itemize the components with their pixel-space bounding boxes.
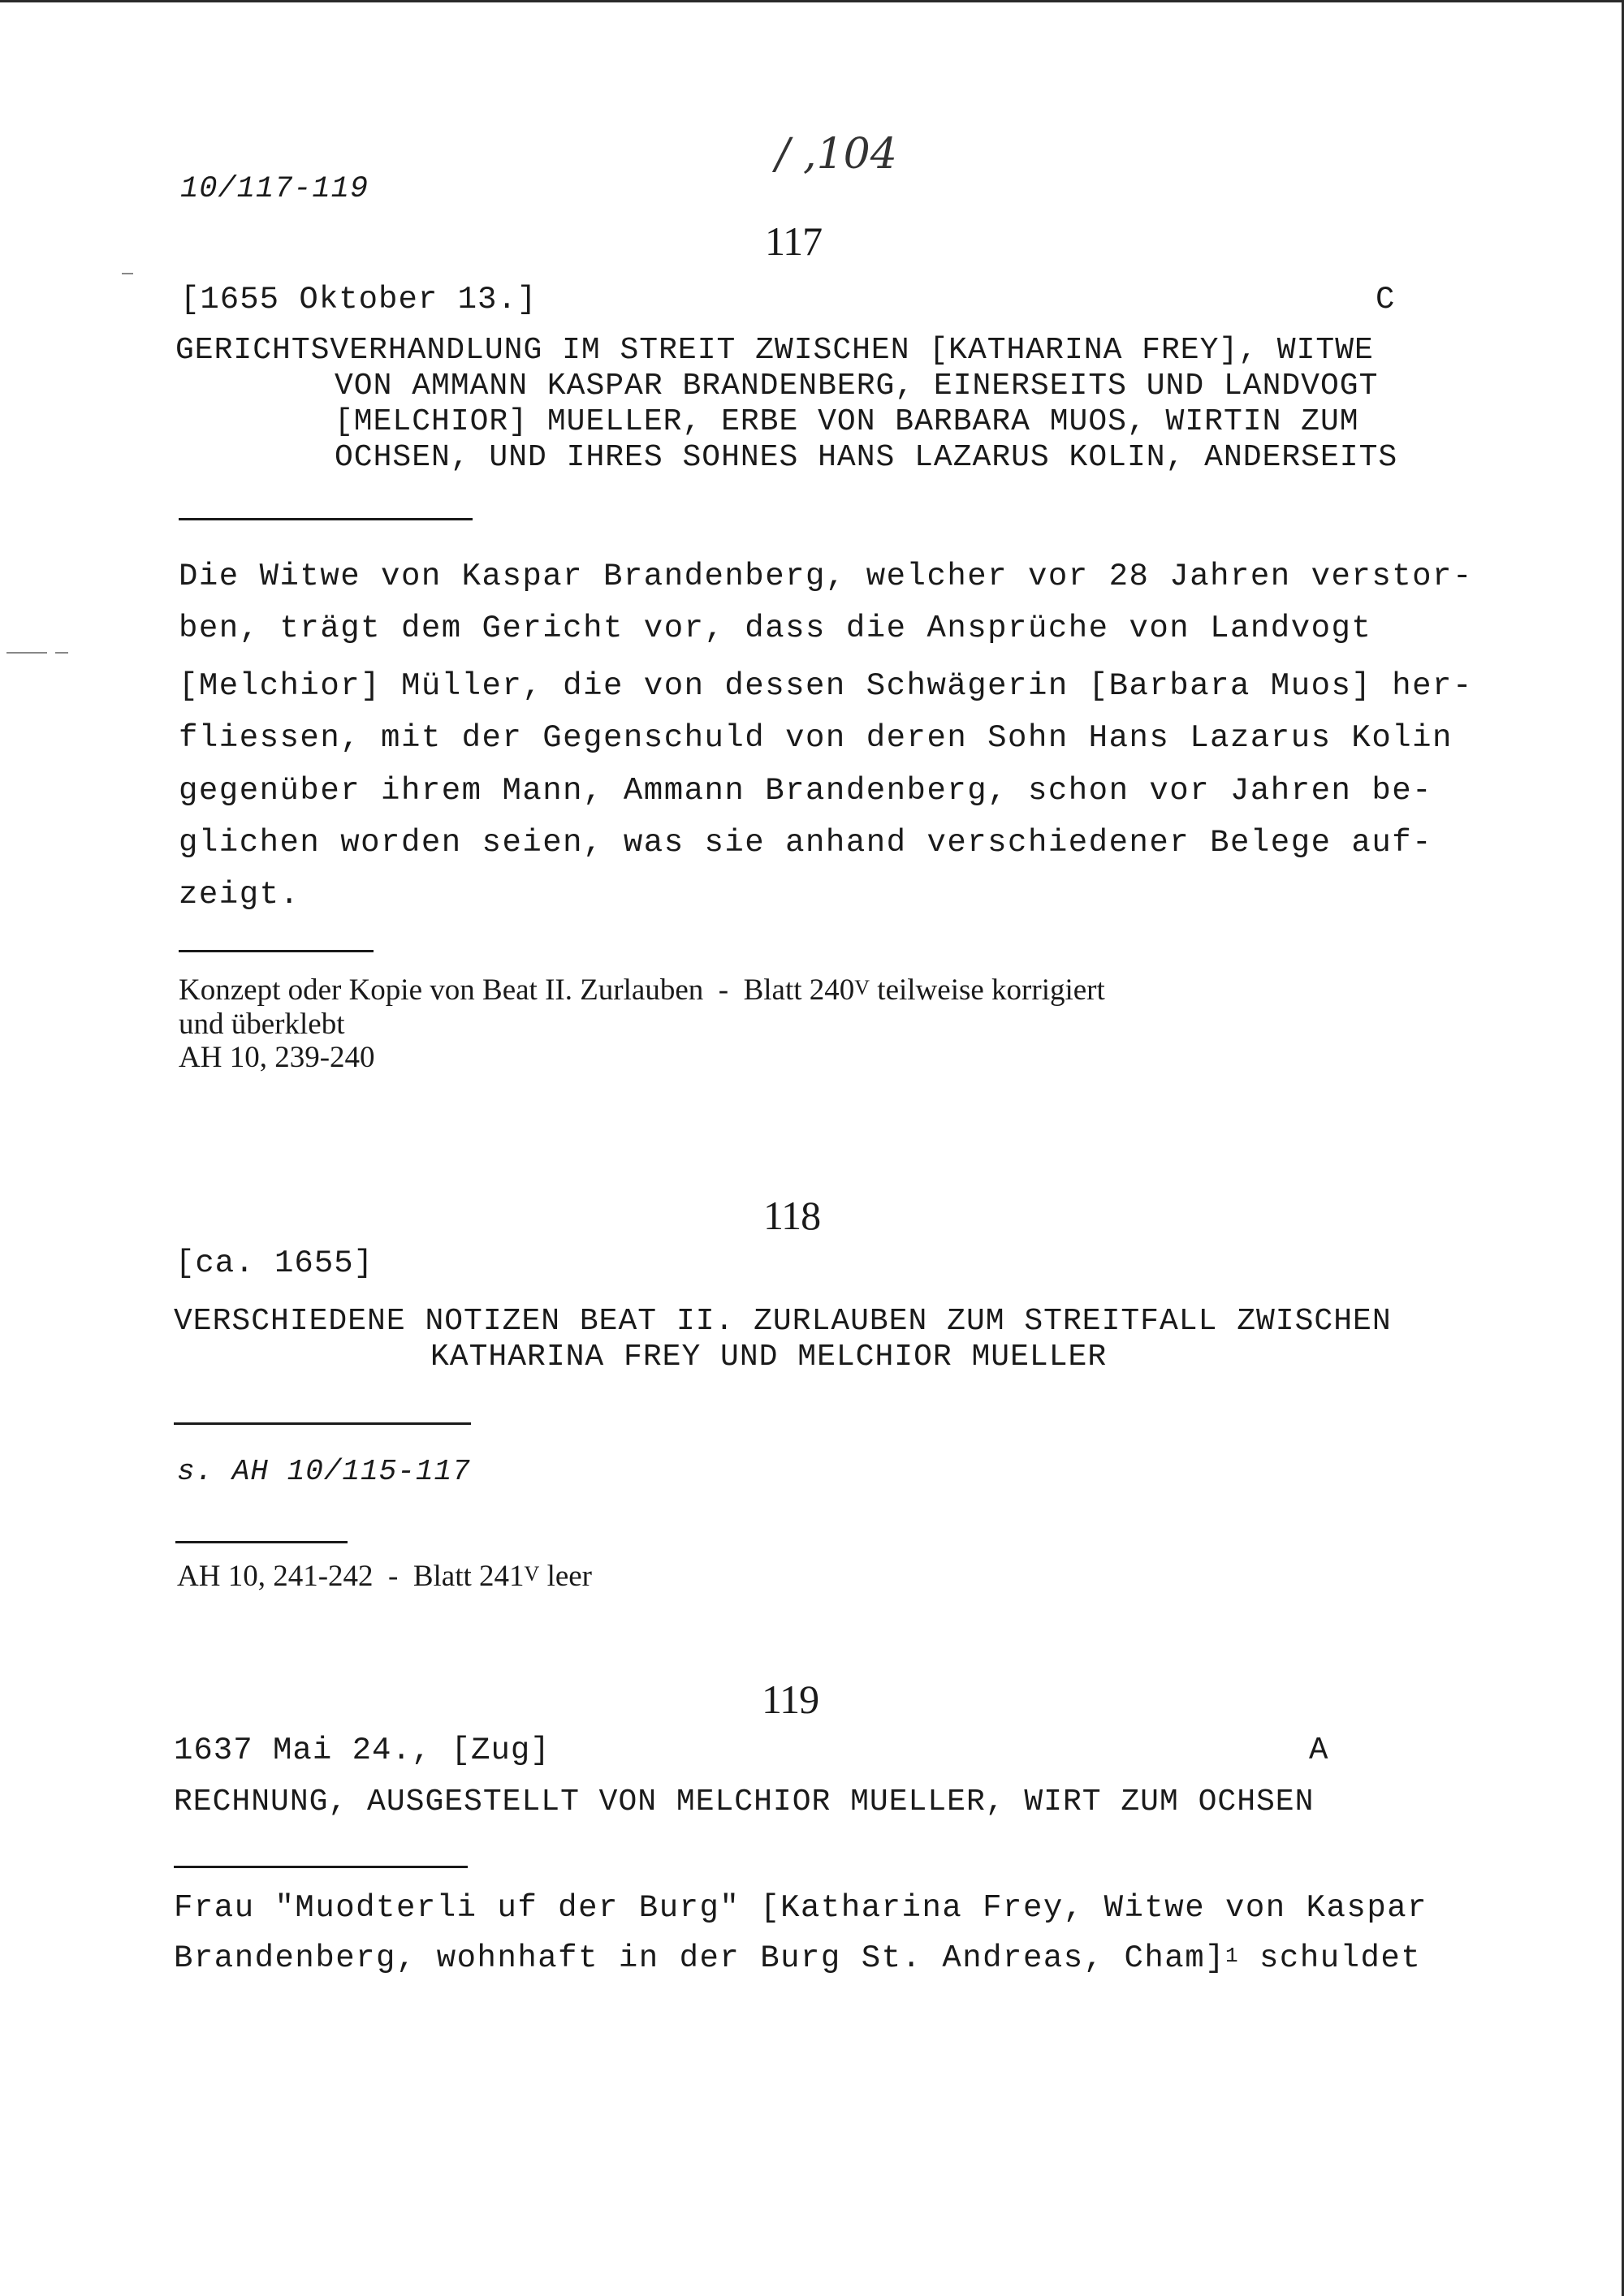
entry-117-title-line: [MELCHIOR] MUELLER, ERBE VON BARBARA MUOS, WIRTIN ZUM	[335, 404, 1359, 439]
entry-117-body-line: gegenüber ihrem Mann, Ammann Brandenberg, schon vor Jahren be-	[179, 773, 1433, 809]
margin-mark	[122, 273, 133, 274]
entry-number-118: 118	[763, 1193, 821, 1238]
entry-117-date: [1655 Oktober 13.]	[180, 282, 538, 317]
archive-reference: 10/117-119	[180, 172, 369, 206]
entry-117-archive-ref: AH 10, 239-240	[179, 1041, 375, 1074]
entry-117-mark: C	[1376, 282, 1396, 317]
handwritten-folio-number: / ,104	[775, 130, 897, 179]
entry-119-title: RECHNUNG, AUSGESTELLT VON MELCHIOR MUELLER, WIRT ZUM OCHSEN	[174, 1785, 1315, 1819]
entry-118-date: [ca. 1655]	[175, 1245, 374, 1281]
entry-117-body-line: Die Witwe von Kaspar Brandenberg, welcher vor 28 Jahren verstor-	[179, 559, 1473, 594]
section-rule	[174, 1422, 471, 1425]
entry-119-mark: A	[1309, 1733, 1329, 1768]
entry-117-title-line: GERICHTSVERHANDLUNG IM STREIT ZWISCHEN [KATHARINA FREY], WITWE	[175, 333, 1374, 368]
entry-118-cross-reference: s. AH 10/115-117	[177, 1455, 471, 1488]
section-rule	[179, 950, 374, 952]
entry-117-body-line: zeigt.	[179, 877, 300, 913]
entry-117-body-line: ben, trägt dem Gericht vor, dass die Ansprüche von Landvogt	[179, 611, 1372, 646]
section-rule	[174, 1866, 468, 1868]
entry-119-body-line: Frau "Muodterli uf der Burg" [Katharina Frey, Witwe von Kaspar	[174, 1890, 1428, 1926]
entry-118-title-line: KATHARINA FREY UND MELCHIOR MUELLER	[430, 1340, 1108, 1375]
entry-119-date: 1637 Mai 24., [Zug]	[174, 1733, 551, 1768]
entry-117-body-line: fliessen, mit der Gegenschuld von deren Sohn Hans Lazarus Kolin	[179, 720, 1453, 756]
entry-117-body-line: [Melchior] Müller, die von dessen Schwägerin [Barbara Muos] her-	[179, 668, 1473, 704]
section-rule	[175, 1541, 348, 1543]
entry-117-source-line: Konzept oder Kopie von Beat II. Zurlauben - Blatt $240^V$ teilweise korrigiert	[179, 973, 1105, 1007]
margin-mark	[55, 652, 68, 654]
scan-border-top	[0, 0, 1624, 2]
entry-number-117: 117	[765, 218, 823, 264]
entry-118-title-line: VERSCHIEDENE NOTIZEN BEAT II. ZURLAUBEN ZUM STREITFALL ZWISCHEN	[174, 1304, 1392, 1339]
entry-117-source-line: und überklebt	[179, 1008, 345, 1041]
entry-number-119: 119	[762, 1677, 819, 1722]
entry-117-title-line: OCHSEN, UND IHRES SOHNES HANS LAZARUS KOLIN, ANDERSEITS	[335, 440, 1398, 475]
margin-mark	[6, 652, 47, 654]
section-rule	[179, 518, 473, 520]
entry-119-body-line: Brandenberg, wohnhaft in der Burg St. Andreas, Cham]$^1$ schuldet	[174, 1940, 1422, 1976]
entry-118-source-line: AH 10, 241-242 - Blatt $241^V$ leer	[177, 1560, 593, 1593]
entry-117-body-line: glichen worden seien, was sie anhand verschiedener Belege auf-	[179, 825, 1433, 861]
entry-117-title-line: VON AMMANN KASPAR BRANDENBERG, EINERSEITS UND LANDVOGT	[335, 369, 1379, 404]
